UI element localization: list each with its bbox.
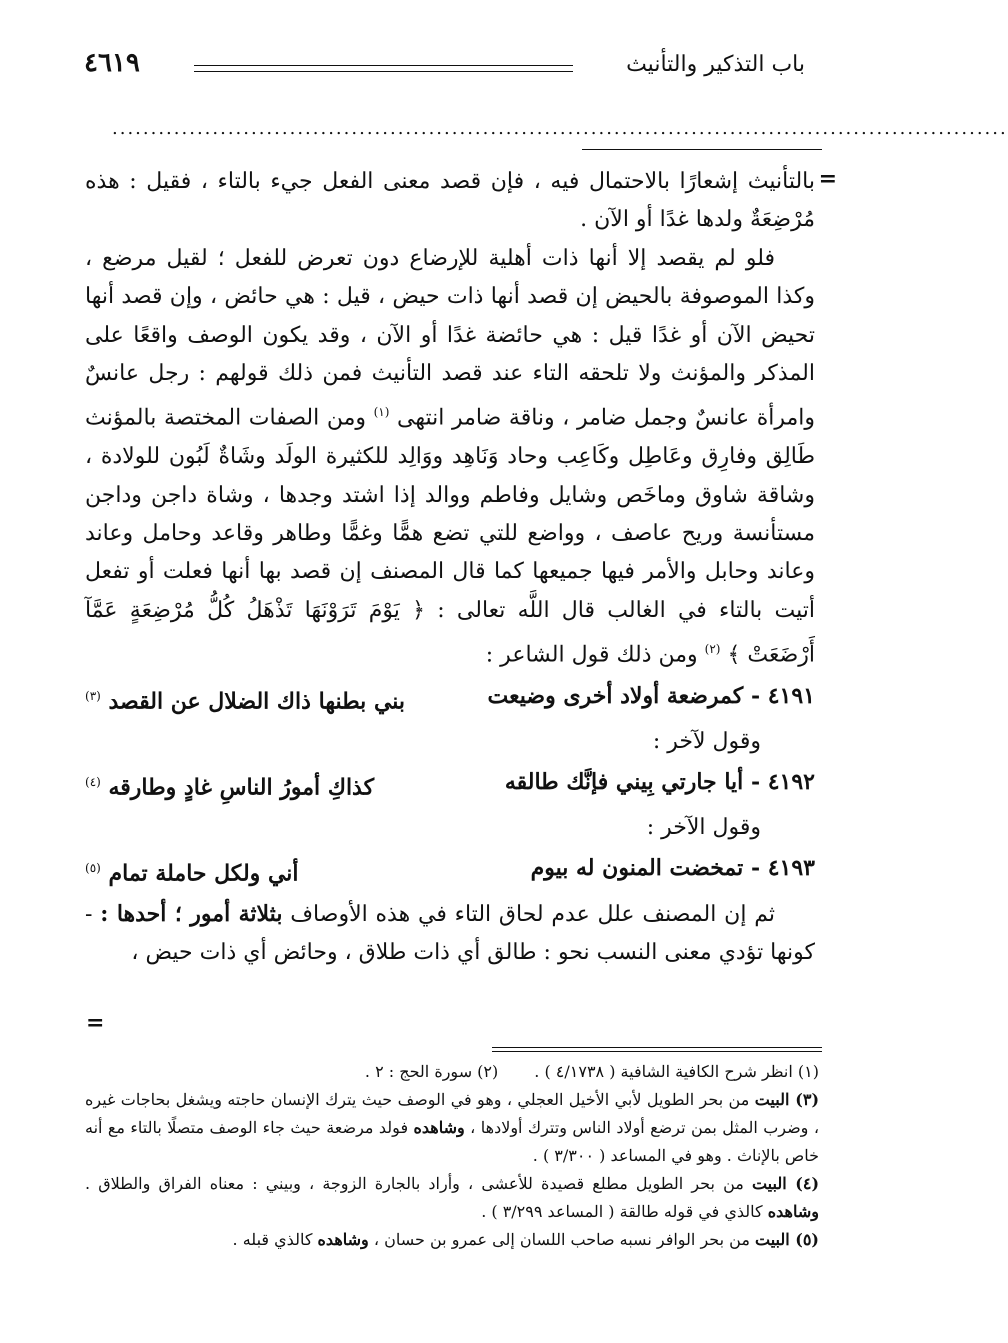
footnote-5-text-2: كالذي قبله . (232, 1230, 313, 1249)
footnote-5-text: من بحر الوافر نسبه صاحب اللسان إلى عمرو بن حسان ، (373, 1230, 750, 1249)
paragraph-2-part-1: فلو لم يقصد إلا أنها ذات أهلية للإرضاع دون تعرض للفعل ؛ لقيل مرضع ، وكذا الموصوفة بالحيض إن قصد أنها ذات حيض ، قيل : هي حائض ، وإن قصد أنها تحيض الآن أو غدًا قيل : هي حائضة غدًا أو الآن ، وقد يكون الوصف واقعًا على المذكر والمؤنث ولا تلحقه التاء عند قصد التأنيث فمن ذلك قولهم : رجل عانسٌ وامرأة عانسٌ وجمل ضامر ، وناقة ضامر انتهى (85, 245, 815, 431)
verse-second-text: كذاكِ أمورُ الناسِ غادٍ وطارقه (108, 774, 375, 801)
paragraph-2-part-3: ومن ذلك قول الشاعر : (485, 642, 698, 668)
paragraph-1: بالتأنيث إشعارًا بالاحتمال فيه ، فإن قصد معنى الفعل جيء بالتاء ، فقيل : هذه مُرْضِعَةٌ ولدها غدًا أو الآن . (85, 169, 815, 233)
verse-second-hemistich (85, 849, 299, 893)
verse-first-text: تمخضت المنون له بيوم (530, 855, 744, 882)
verse-intro-2: وقول لآخر : (652, 728, 761, 754)
footnote-ref-3: (٣) (85, 688, 101, 703)
footnote-ref-1: (١) (373, 405, 390, 420)
main-text (85, 163, 815, 973)
paragraph-3-bold: بثلاثة أمور ؛ أحدها : (100, 900, 283, 927)
footnote-4-witness: وشاهده (767, 1202, 819, 1221)
separator-rule (582, 149, 822, 150)
footnote-ref-2: (٢) (704, 642, 721, 657)
paragraph-3 (85, 895, 815, 973)
poetry-verse-4192 (85, 763, 815, 807)
footnote-4-text-2: كالذي في قوله طالقة ( المساعد ٣/٢٩٩ ) . (481, 1202, 763, 1221)
footnote-3 (85, 1086, 819, 1170)
verse-second-text: أني ولكل حاملة تمام (108, 860, 299, 887)
verse-second-hemistich (85, 763, 374, 807)
footnote-ref-5: (٥) (85, 861, 101, 876)
verse-second-text: بني بطنها ذاك الضلال عن القصد (108, 688, 406, 715)
dotted-separator: .................................................................................................................... (112, 118, 1008, 139)
continued-from-mark: = (818, 166, 837, 192)
footnote-4-text: من بحر الطويل مطلع قصيدة للأعشى ، وأراد بالجارة الزوجة ، وبيني : معناه الفراق والطلاق . (85, 1174, 744, 1193)
paragraph-3-part-2: - كونها تؤدي معنى النسب نحو : طالق أي ذات طلاق ، وحائض أي ذات حيض ، (85, 901, 815, 966)
paragraph-2 (85, 240, 815, 675)
verse-number: ٤١٩٣ - (750, 855, 815, 882)
verse-first-hemistich (531, 849, 815, 893)
header-double-rule (194, 65, 573, 72)
poetry-verse-4193 (85, 849, 815, 893)
page-number: ٤٦١٩ (84, 48, 140, 78)
running-header (84, 48, 805, 84)
footnote-3-label: (٣) البيت (754, 1090, 820, 1109)
footnote-2: (٢) سورة الحج : ٢ . (364, 1062, 499, 1081)
footnote-4 (85, 1170, 819, 1226)
footnote-ref-4: (٤) (85, 775, 101, 790)
footnote-5-label: (٥) البيت (755, 1230, 819, 1249)
footnote-4-label: (٤) البيت (751, 1174, 820, 1193)
footnote-rule (492, 1047, 822, 1052)
paragraph-2-part-2: ومن الصفات المختصة بالمؤنث طَالِق وفارِق وعَاطِل وكَاعِب وحاد وَنَاهِد ووَالِد للكثيرة الولَد وشَاةٌ لَبُون للولادة ، وشاقة شاوق وماخَص وشايل وفاطم ووالد إذا اشتد وجدها ، وشاة داجن وداجن مستأنسة وريح عاصف ، وواضع للتي تضع همًّا وغمًّا وطاهر وقاعد وحامل وعاند وعاند وحابل والأمر فيها جميعها كما قال المصنف إن قصد بها أنها فعلت أو تفعل أتيت بالتاء في الغالب قال اللَّه تعالى : (85, 405, 815, 623)
footnotes (85, 1058, 819, 1254)
footnote-5-witness: وشاهده (317, 1230, 369, 1249)
chapter-title: باب التذكير والتأنيث (626, 52, 805, 77)
footnote-3-text: من بحر الطويل لأبي الأخيل العجلي ، وهو في الوصف حيث يترك الإنسان حاجته ويشغل بحاجات غيره ، وضرب المثل بمن ترضع أولاد الناس وتترك أولادها ، (85, 1090, 819, 1137)
poetry-verse-4191 (85, 677, 815, 721)
footnote-row-1-2 (85, 1058, 819, 1086)
verse-second-hemistich (85, 677, 405, 721)
verse-intro-3: وقول الآخر : (646, 814, 761, 840)
paragraph-3-part-1: ثم إن المصنف علل عدم لحاق التاء في هذه الأوصاف (290, 901, 775, 927)
verse-number: ٤١٩٢ - (750, 769, 815, 796)
verse-first-text: كمرضعة أولاد أخرى وضيعت (487, 682, 744, 709)
quran-verse: ﴿ يَوْمَ تَرَوْنَهَا تَذْهَلُ كُلُّ مُرْضِعَةٍ عَمَّآ أَرْضَعَتْ ﴾ (85, 597, 815, 668)
footnote-1: (١) انظر شرح الكافية الشافية ( ٤/١٧٣٨ ) . (534, 1062, 819, 1081)
continues-to-mark: = (86, 1010, 105, 1036)
footnote-3-witness: وشاهده (413, 1118, 465, 1137)
footnote-5 (85, 1226, 819, 1254)
verse-first-hemistich (505, 763, 815, 807)
verse-number: ٤١٩١ - (750, 682, 815, 709)
verse-first-hemistich (488, 677, 815, 721)
verse-first-text: أيا جارتي بِيني فإنَّك طالقه (504, 769, 744, 796)
footnote-3-text-2: فولد مرضعة حيث جاء الوصف متصلًا بالتاء مع أنه خاص بالإناث . وهو في المساعد ( ٣/٣٠٠ ) . (85, 1118, 819, 1165)
